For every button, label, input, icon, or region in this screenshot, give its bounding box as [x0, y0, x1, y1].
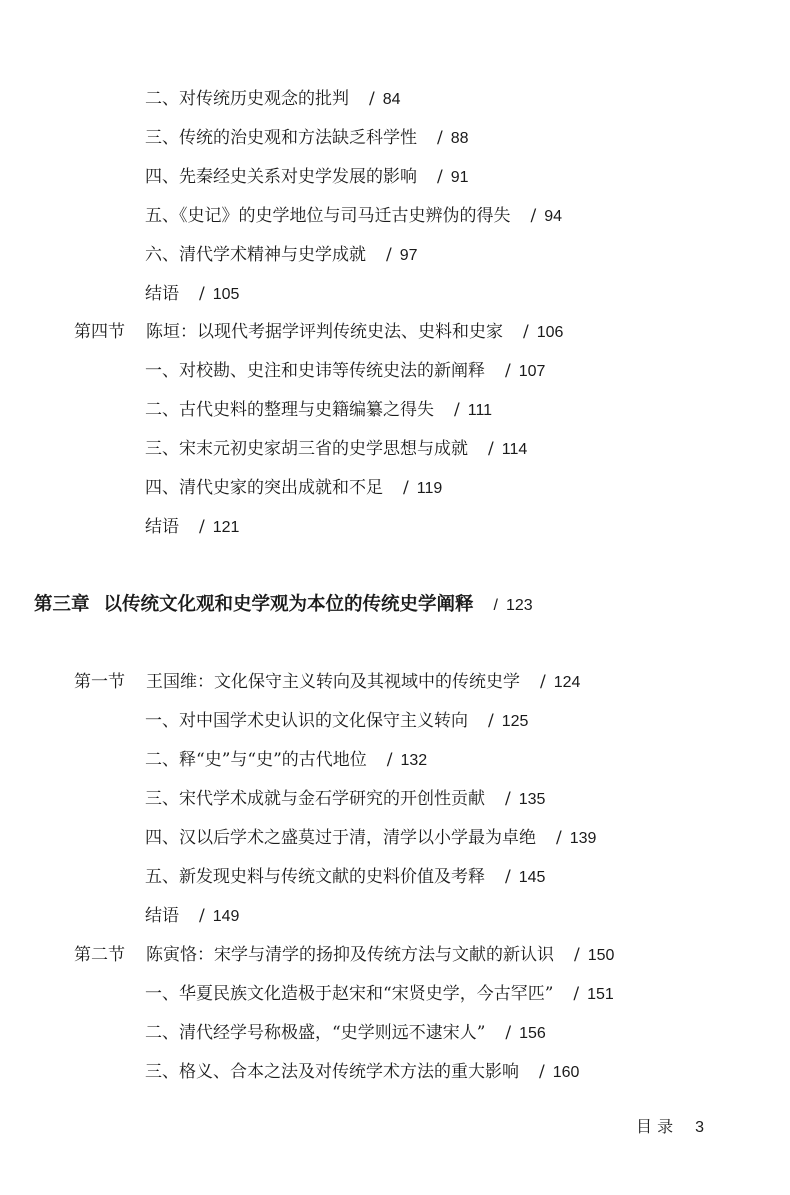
toc-entry: 三、传统的治史观和方法缺乏科学性 / 88: [145, 128, 469, 148]
page-footer: [636, 1114, 704, 1137]
toc-entry: 五、新发现史料与传统文献的史料价值及考释 / 145: [145, 867, 546, 887]
toc-entry: 四、汉以后学术之盛莫过于清，清学以小学最为卓绝 / 139: [145, 828, 597, 848]
page-number: 3: [695, 1119, 704, 1136]
toc-entry: 三、宋代学术成就与金石学研究的开创性贡献 / 135: [145, 789, 546, 809]
toc-entry: 二、释“史”与“史”的古代地位 / 132: [145, 750, 428, 770]
toc-section-heading: 第一节 王国维：文化保守主义转向及其视域中的传统史学 / 124: [74, 672, 581, 692]
toc-section-heading: 第二节 陈寅恪：宋学与清学的扬抑及传统方法与文献的新认识 / 150: [74, 945, 615, 965]
toc-entry: 一、华夏民族文化造极于赵宋和“宋贤史学，今古罕匹” / 151: [145, 984, 614, 1004]
toc-entry: 结语 / 105: [145, 284, 240, 304]
toc-entry: 一、对校勘、史注和史讳等传统史法的新阐释 / 107: [145, 361, 546, 381]
toc-entry: 四、清代史家的突出成就和不足 / 119: [145, 478, 443, 498]
toc-section-heading: 第四节 陈垣：以现代考据学评判传统史法、史料和史家 / 106: [74, 322, 564, 342]
toc-entry: 三、格义、合本之法及对传统学术方法的重大影响 / 160: [145, 1062, 580, 1082]
toc-entry: 二、清代经学号称极盛，“史学则远不逮宋人” / 156: [145, 1023, 546, 1043]
toc-entry: 三、宋末元初史家胡三省的史学思想与成就 / 114: [145, 439, 528, 459]
toc-entry: 四、先秦经史关系对史学发展的影响 / 91: [145, 167, 469, 187]
toc-chapter-heading: 第三章 以传统文化观和史学观为本位的传统史学阐释 / 123: [34, 594, 533, 615]
toc-entry: 结语 / 149: [145, 906, 240, 926]
toc-entry: 结语 / 121: [145, 517, 240, 537]
running-head: 目 录: [636, 1117, 674, 1136]
toc-entry: 二、古代史料的整理与史籍编纂之得失 / 111: [145, 400, 493, 420]
toc-entry: 二、对传统历史观念的批判 / 84: [145, 89, 401, 109]
toc-entry: 六、清代学术精神与史学成就 / 97: [145, 245, 418, 265]
toc-entry: 五、《史记》的史学地位与司马迁古史辨伪的得失 / 94: [145, 206, 563, 226]
toc-entry: 一、对中国学术史认识的文化保守主义转向 / 125: [145, 711, 529, 731]
